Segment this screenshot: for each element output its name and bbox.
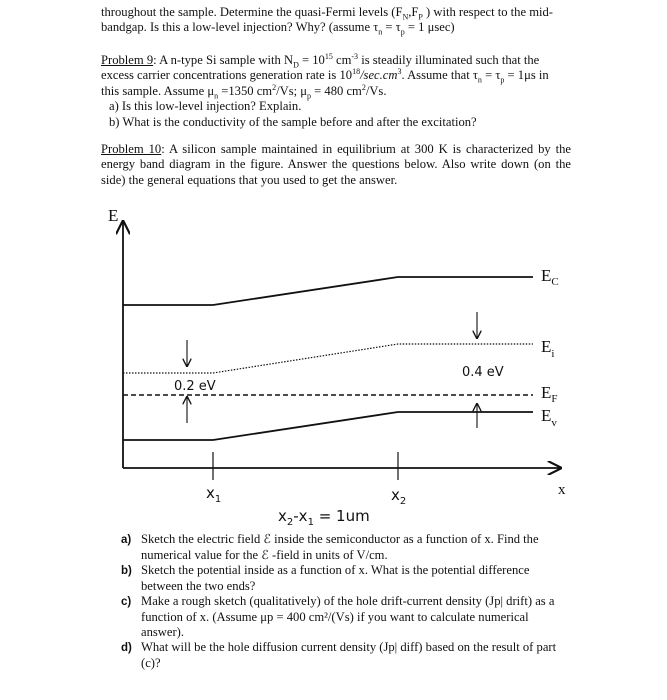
problem-10-title: Problem 10 (101, 142, 162, 156)
x1-label: $x_1$ (206, 484, 222, 505)
x2-label: $x_2$ (391, 486, 407, 505)
intro-paragraph: throughout the sample. Determine the quasi-Fermi levels ($F_N,F_P$ ) with respect to the mid- bandgap. Is this a low-level injection? Why? (assume $\tau_n = \tau_p = 1$ μsec) (101, 5, 553, 37)
left-gap-label: 0.2 eV (174, 379, 216, 394)
ef-label: $E_F$ (541, 383, 558, 405)
problem-9-title: Problem 9 (101, 53, 154, 67)
list-item: c) Make a rough sketch (qualitatively) of the hole drift-current density (Jp| drift) as a function of x. (Assume μp = 400 cm²/(Vs) if you want to calculate numerical answer). (121, 594, 555, 639)
ei-label: $E_i$ (541, 337, 555, 360)
right-gap-label: 0.4 eV (462, 365, 504, 380)
valence-band-line (123, 412, 533, 440)
ev-label: $E_v$ (541, 406, 557, 429)
problem-9: Problem 9: A n-type Si sample with $N_D = 10^{15}$ $cm^{-3}$ is steadily illuminated such that the excess carrier concentrations generation rate is $10^{18}/\sec.cm^3$. Assume that $\tau_n = \tau_p = 1\mu s$ in this sample. Assume $\mu_n =1350$ $cm^2/Vs$; $\mu_p = 480$ $cm^2/Vs$. a) Is this low-level injection? Explain. b) What is the conductivity of the sample before and after the excitation? (101, 53, 571, 130)
ec-label: $E_C$ (541, 266, 559, 288)
y-axis-label: E (108, 206, 119, 225)
list-item: a) Sketch the electric field ℰ inside the semiconductor as a function of x. Find the numerical value for the ℰ -field in units of V/cm. (121, 532, 539, 562)
problem-10: Problem 10: A silicon sample maintained in equilibrium at 300 K is characterized by the energy band diagram in the figure. Answer the questions below. Also write down (on the side) the general equations that you used to get the answer. (101, 142, 571, 187)
x-axis-label: x (558, 482, 566, 498)
list-item: a) Is this low-level injection? Explain. (109, 99, 302, 114)
conduction-band-line (123, 277, 533, 305)
questions-list (101, 532, 571, 671)
list-item: b) What is the conductivity of the sample before and after the excitation? (109, 114, 477, 129)
list-item: d) What will be the hole diffusion current density (Jp| diff) based on the result of part (c)? (121, 640, 557, 670)
list-item: b) Sketch the potential inside as a function of x. What is the potential difference between the two ends? (121, 563, 530, 593)
distance-equation: $x_2-x_1 = 1um$ (278, 507, 370, 528)
